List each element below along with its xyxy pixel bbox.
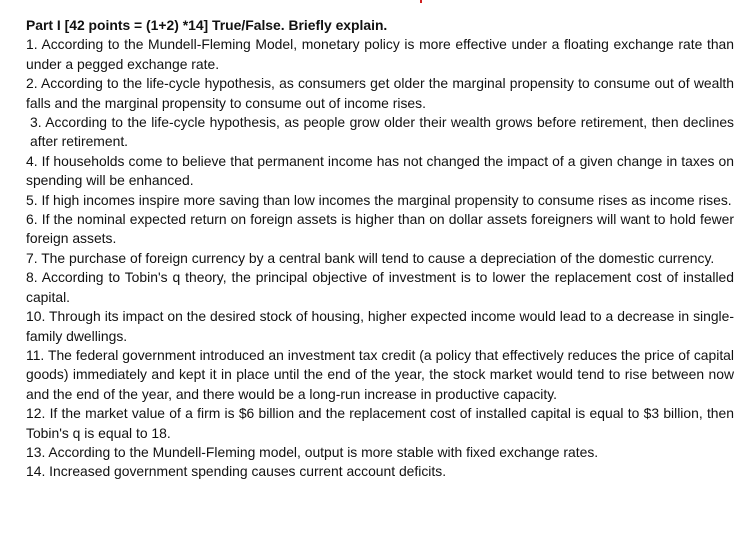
question-1: 1. According to the Mundell-Fleming Model, monetary policy is more effective under a floating exchange rate than under a pegged exchange rate.	[26, 36, 734, 72]
question-6: 6. If the nominal expected return on foreign assets is higher than on dollar assets foreigners will want to hold fewer foreign assets.	[26, 211, 734, 247]
question-7: 7. The purchase of foreign currency by a central bank will tend to cause a depreciation of the domestic currency.	[26, 249, 715, 266]
question-8: 8. According to Tobin's q theory, the principal objective of investment is to lower the replacement cost of installed capital.	[26, 269, 734, 305]
document-body	[26, 16, 734, 482]
question-2: 2. According to the life-cycle hypothesis, as consumers get older the marginal propensity to consume out of wealth falls and the marginal propensity to consume out of income rises.	[26, 75, 734, 111]
question-11: 11. The federal government introduced an investment tax credit (a policy that effectively reduces the price of capital goods) immediately and kept it in place until the end of the year, the stock market would tend to rise between now and the end of the year, and there would be a long-run increase in productive capacity.	[26, 346, 734, 402]
question-3: 3. According to the life-cycle hypothesis, as people grow older their wealth grows before retirement, then declines after retirement.	[30, 114, 734, 150]
question-12: 12. If the market value of a firm is $6 billion and the replacement cost of installed capital is equal to $3 billion, then Tobin's q is equal to 18.	[26, 405, 734, 441]
question-4: 4. If households come to believe that permanent income has not changed the impact of a given change in taxes on spending will be enhanced.	[26, 152, 734, 189]
question-14: 14. Increased government spending causes current account deficits.	[26, 463, 447, 480]
question-13: 13. According to the Mundell-Fleming model, output is more stable with fixed exchange rates.	[26, 443, 599, 460]
top-edge-mark	[420, 0, 422, 3]
section-heading: Part I [42 points = (1+2) *14] True/False. Briefly explain.	[26, 17, 388, 33]
question-10: 10. Through its impact on the desired stock of housing, higher expected income would lead to a decrease in single-family dwellings.	[26, 308, 734, 344]
question-5: 5. If high incomes inspire more saving than low incomes the marginal propensity to consume rises as income rises.	[26, 191, 732, 208]
